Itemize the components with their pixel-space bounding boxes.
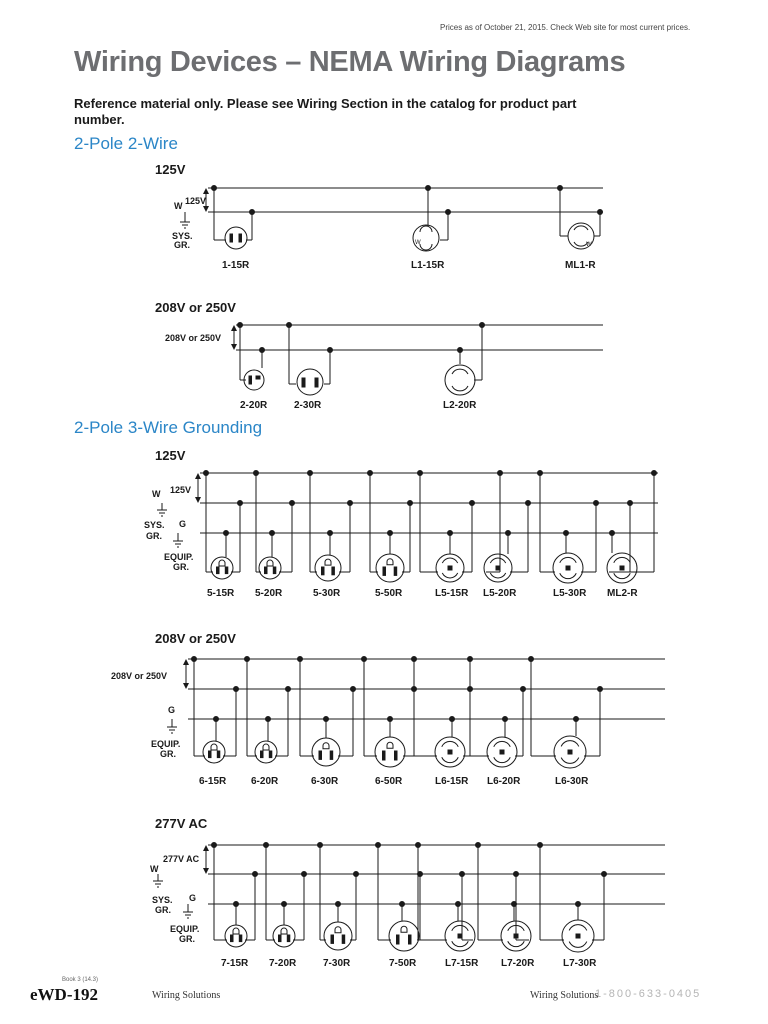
diagram-2p3w-208-250v: [111, 631, 665, 787]
page-title: Wiring Devices – NEMA Wiring Diagrams: [74, 46, 626, 78]
receptacle-5-50R: [368, 471, 413, 600]
label-5-20R: 5-20R: [255, 588, 283, 599]
label-L6-30R: L6-30R: [555, 776, 589, 787]
terminal-w: W: [415, 240, 421, 246]
label-1-15R: 1-15R: [222, 260, 250, 271]
sys-label-grounding: SYS.: [144, 520, 165, 530]
receptacle-L5-30R: [538, 471, 599, 600]
voltage-tag-125v-grounding: 125V: [170, 485, 192, 495]
footer-phone: 1-800-633-0405: [595, 988, 702, 1000]
voltage-label-125v: 125V: [155, 162, 186, 177]
ground-label-277: G: [189, 893, 197, 903]
terminal-w: W: [586, 242, 592, 248]
equip-gr-label-277: GR.: [179, 934, 196, 944]
receptacle-7-15R: [212, 843, 258, 970]
receptacle-6-15R: [192, 657, 239, 788]
receptacle-L7-15R: [416, 843, 480, 970]
sys-label-277: SYS.: [152, 895, 173, 905]
equip-gr-label-208: GR.: [160, 749, 177, 759]
voltage-label-125v-grounding: 125V: [155, 448, 186, 463]
label-L6-15R: L6-15R: [435, 776, 469, 787]
voltage-label-208-250v: 208V or 250V: [155, 300, 236, 315]
label-5-15R: 5-15R: [207, 588, 235, 599]
label-6-15R: 6-15R: [199, 776, 227, 787]
prices-note: Prices as of October 21, 2015. Check Web site for most current prices.: [440, 23, 691, 32]
label-2-20R: 2-20R: [240, 400, 268, 411]
reference-note: Reference material only. Please see Wiring Section in the catalog for product part number.: [74, 96, 577, 127]
label-7-50R: 7-50R: [389, 958, 417, 969]
footer-book: Book 3 (14.3): [62, 977, 99, 983]
label-5-50R: 5-50R: [375, 588, 403, 599]
label-5-30R: 5-30R: [313, 588, 341, 599]
diagram-2p2w-125v: [155, 162, 603, 271]
gr-label-277: GR.: [155, 905, 172, 915]
label-ML2-R: ML2-R: [607, 588, 638, 599]
label-L2-20R: L2-20R: [443, 400, 477, 411]
label-L7-20R: L7-20R: [501, 958, 535, 969]
sys-label: SYS.: [172, 231, 193, 241]
receptacle-2-20R: [244, 370, 264, 390]
receptacle-L1-15R: [413, 225, 439, 251]
section-heading-2-pole-3-wire: 2-Pole 3-Wire Grounding: [74, 418, 263, 437]
receptacle-L7-20R: [476, 843, 536, 970]
equip-label-277: EQUIP.: [170, 924, 200, 934]
label-7-30R: 7-30R: [323, 958, 351, 969]
receptacle-L7-30R: [538, 843, 607, 970]
voltage-label-277v: 277V AC: [155, 816, 208, 831]
voltage-tag-277v: 277V AC: [163, 854, 200, 864]
neutral-label-277: W: [150, 864, 159, 874]
diagram-2p3w-125v: [144, 448, 658, 599]
receptacle-7-20R: [264, 843, 307, 970]
receptacle-7-30R: [318, 843, 359, 970]
receptacle-5-15R: [204, 471, 243, 600]
receptacle-L6-30R: [529, 657, 603, 788]
footer-page-code: eWD-192: [30, 985, 98, 1004]
footer-right-text: Wiring Solutions: [530, 990, 599, 1001]
receptacle-L5-15R: [418, 471, 475, 600]
neutral-label-grounding: W: [152, 489, 161, 499]
receptacle-7-50R: [376, 843, 423, 970]
label-L7-30R: L7-30R: [563, 958, 597, 969]
receptacle-L6-15R: [412, 657, 473, 788]
ground-label-208: G: [168, 705, 176, 715]
label-6-50R: 6-50R: [375, 776, 403, 787]
label-6-20R: 6-20R: [251, 776, 279, 787]
receptacle-L5-20R: [483, 471, 531, 600]
gr-label-grounding: GR.: [146, 531, 163, 541]
label-L7-15R: L7-15R: [445, 958, 479, 969]
receptacle-6-30R: [298, 657, 356, 788]
label-L5-30R: L5-30R: [553, 588, 587, 599]
receptacle-6-50R: [362, 657, 417, 788]
equip-label-208: EQUIP.: [151, 739, 181, 749]
equip-label: EQUIP.: [164, 552, 194, 562]
voltage-tag-208-250v: 208V or 250V: [165, 333, 222, 343]
neutral-label: W: [174, 201, 183, 211]
ground-label: G: [179, 519, 187, 529]
label-7-20R: 7-20R: [269, 958, 297, 969]
label-2-30R: 2-30R: [294, 400, 322, 411]
label-L1-15R: L1-15R: [411, 260, 445, 271]
voltage-tag-208-250v-grounding: 208V or 250V: [111, 671, 168, 681]
section-heading-2-pole-2-wire: 2-Pole 2-Wire: [74, 134, 178, 153]
diagram-2p3w-277v: [150, 816, 665, 969]
voltage-label-208-250v-grounding: 208V or 250V: [155, 631, 236, 646]
receptacle-L6-20R: [468, 657, 526, 788]
receptacle-2-30R: [297, 369, 323, 395]
receptacle-5-20R: [254, 471, 295, 600]
label-L5-15R: L5-15R: [435, 588, 469, 599]
label-L6-20R: L6-20R: [487, 776, 521, 787]
gr-label: GR.: [174, 240, 191, 250]
label-ML1-R: ML1-R: [565, 260, 596, 271]
diagram-2p2w-208-250v: [155, 300, 603, 411]
footer-left-text: Wiring Solutions: [152, 990, 221, 1001]
equip-gr-label: GR.: [173, 562, 190, 572]
label-6-30R: 6-30R: [311, 776, 339, 787]
receptacle-ML2-R: [607, 471, 657, 600]
receptacle-1-15R: [225, 227, 247, 249]
label-7-15R: 7-15R: [221, 958, 249, 969]
receptacle-5-30R: [308, 471, 353, 600]
label-L5-20R: L5-20R: [483, 588, 517, 599]
voltage-tag-125v: 125V: [185, 196, 207, 206]
receptacle-6-20R: [245, 657, 291, 788]
